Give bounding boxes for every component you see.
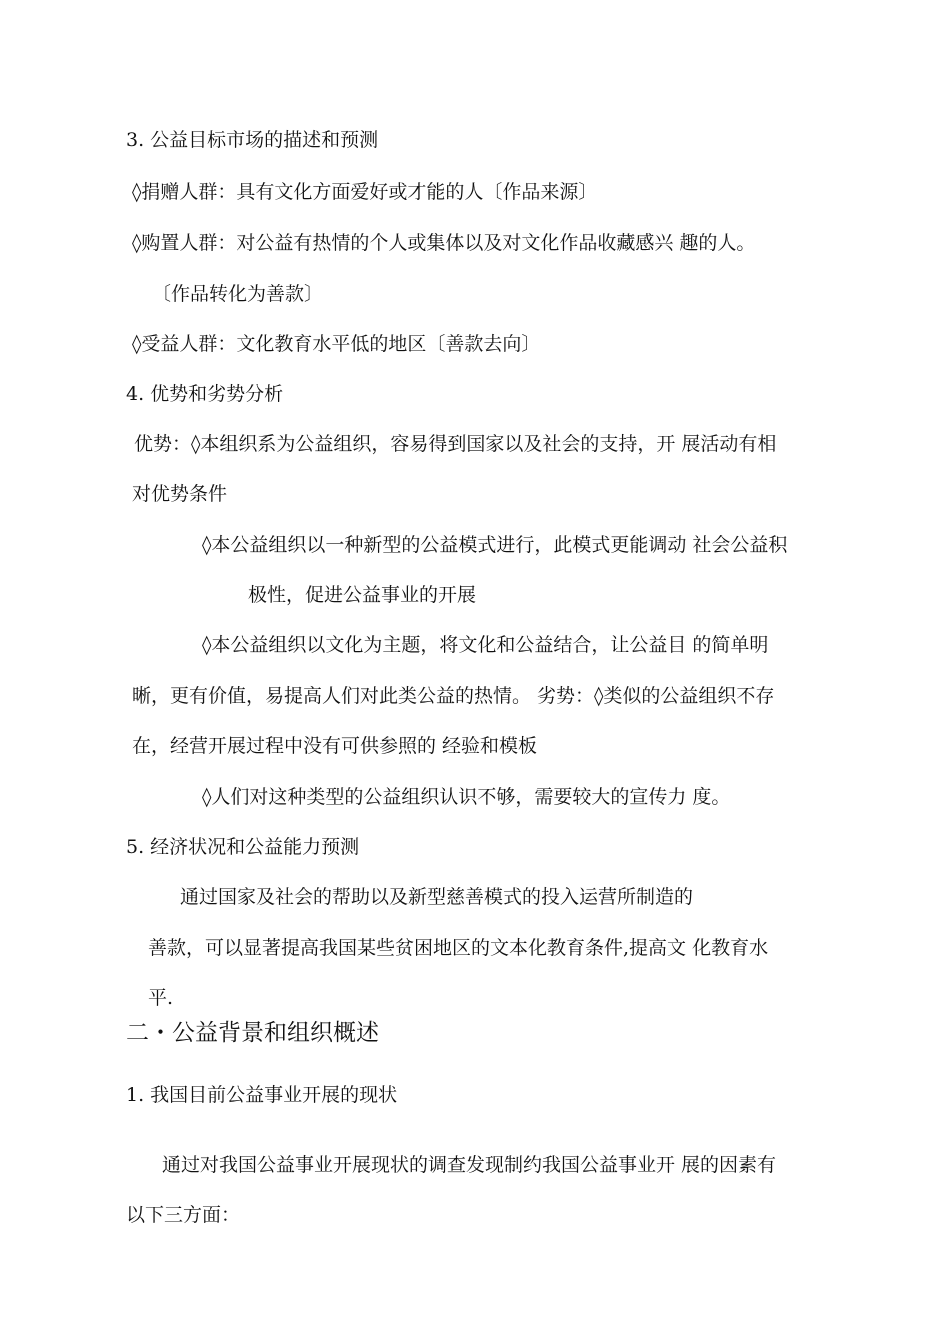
subsection-1-heading: 1. 我国目前公益事业开展的现状 bbox=[126, 1084, 398, 1106]
status-paragraph-line-1: 通过对我国公益事业开展现状的调查发现制约我国公益事业开 展的因素有 bbox=[162, 1154, 777, 1176]
section-5-heading: 5. 经济状况和公益能力预测 bbox=[126, 836, 360, 858]
status-paragraph-line-2: 以下三方面： bbox=[126, 1204, 241, 1226]
advantage-line-1: 优势：◊本组织系为公益组织，容易得到国家以及社会的支持，开 展活动有相 bbox=[134, 433, 777, 455]
economic-paragraph-line-2: 善款，可以显著提高我国某些贫困地区的文本化教育条件,提高文 化教育水 bbox=[148, 937, 769, 959]
advantage-item-2-line-1: ◊本公益组织以一种新型的公益模式进行，此模式更能调动 社会公益积 bbox=[202, 534, 788, 556]
economic-paragraph-line-3: 平. bbox=[148, 987, 174, 1009]
buyer-group-line: ◊购置人群：对公益有热情的个人或集体以及对文化作品收藏感兴 趣的人。 bbox=[132, 232, 756, 254]
advantage-line-2: 对优势条件 bbox=[132, 483, 228, 505]
disadvantage-item-2: ◊人们对这种类型的公益组织认识不够，需要较大的宣传力 度。 bbox=[202, 786, 731, 808]
advantage-item-3-line-1: ◊本公益组织以文化为主题，将文化和公益结合，让公益目 的简单明 bbox=[202, 634, 769, 656]
section-3-heading: 3. 公益目标市场的描述和预测 bbox=[126, 129, 379, 151]
donor-group-line: ◊捐赠人群：具有文化方面爱好或才能的人〔作品来源〕 bbox=[132, 181, 598, 203]
beneficiary-group-line: ◊受益人群：文化教育水平低的地区〔善款去向〕 bbox=[132, 333, 541, 355]
advantage-item-3-line-2: 晰，更有价值，易提高人们对此类公益的热情。 劣势：◊类似的公益组织不存 bbox=[132, 685, 775, 707]
buyer-group-note: 〔作品转化为善款〕 bbox=[152, 283, 324, 305]
advantage-item-2-line-2: 极性，促进公益事业的开展 bbox=[248, 584, 477, 606]
section-4-heading: 4. 优势和劣势分析 bbox=[126, 383, 284, 405]
chapter-2-title: 二・公益背景和组织概述 bbox=[126, 1020, 379, 1046]
disadvantage-line: 在，经营开展过程中没有可供参照的 经验和模板 bbox=[132, 735, 538, 757]
economic-paragraph-line-1: 通过国家及社会的帮助以及新型慈善模式的投入运营所制造的 bbox=[180, 886, 694, 908]
